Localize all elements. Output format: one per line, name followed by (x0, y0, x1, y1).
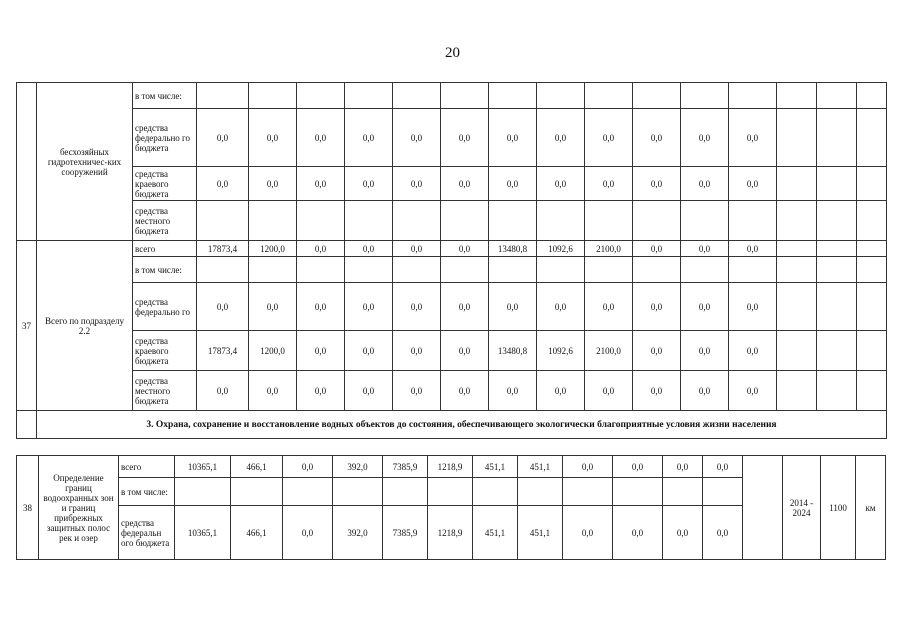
value-cell: 0,0 (633, 331, 681, 371)
table-row (17, 167, 887, 201)
period-cell (777, 331, 817, 371)
item-name-cell: бесхозяйных гидротехничес-ких сооружений (37, 83, 133, 241)
value-cell: 0,0 (441, 167, 489, 201)
table-row (17, 83, 887, 109)
value-cell (537, 257, 585, 283)
value-cell (585, 257, 633, 283)
value-cell: 0,0 (585, 283, 633, 331)
value-cell: 0,0 (681, 167, 729, 201)
value-cell: 0,0 (703, 506, 743, 560)
value-cell (563, 478, 613, 506)
period-cell (777, 241, 817, 257)
unit-cell (857, 109, 887, 167)
unit-cell (857, 201, 887, 241)
value-cell: 13480,8 (489, 331, 537, 371)
value-cell: 0,0 (729, 167, 777, 201)
value-cell: 0,0 (441, 371, 489, 411)
value-cell: 1218,9 (428, 456, 473, 478)
value-cell (633, 201, 681, 241)
value-cell: 0,0 (393, 371, 441, 411)
value-cell: 0,0 (585, 109, 633, 167)
budget-table-lower (16, 455, 886, 560)
value-cell: 0,0 (729, 109, 777, 167)
value-cell (383, 478, 428, 506)
row-number-cell (17, 83, 37, 241)
value-cell: 0,0 (633, 109, 681, 167)
row-number-cell (17, 411, 37, 439)
value-cell: 0,0 (345, 283, 393, 331)
indicator-cell (817, 257, 857, 283)
value-cell: 0,0 (489, 109, 537, 167)
value-cell: 0,0 (441, 283, 489, 331)
value-cell (585, 201, 633, 241)
funding-source-label: в том числе: (133, 83, 197, 109)
value-cell (345, 83, 393, 109)
value-cell: 0,0 (663, 456, 703, 478)
indicator-cell (817, 241, 857, 257)
value-cell: 392,0 (333, 456, 383, 478)
value-cell (231, 478, 283, 506)
value-cell: 13480,8 (489, 241, 537, 257)
value-cell (473, 478, 518, 506)
value-cell (633, 83, 681, 109)
value-cell (441, 201, 489, 241)
funding-source-label: средства федерально го (133, 283, 197, 331)
value-cell: 0,0 (489, 167, 537, 201)
value-cell: 0,0 (729, 241, 777, 257)
value-cell: 0,0 (681, 109, 729, 167)
value-cell: 0,0 (703, 456, 743, 478)
funding-source-label: средства краевого бюджета (133, 167, 197, 201)
funding-source-label: средства краевого бюджета (133, 331, 197, 371)
value-cell: 10365,1 (175, 506, 231, 560)
value-cell: 0,0 (537, 109, 585, 167)
funding-source-label: всего (119, 456, 175, 478)
table-row (17, 371, 887, 411)
table-row (17, 283, 887, 331)
value-cell (681, 257, 729, 283)
value-cell: 0,0 (613, 456, 663, 478)
value-cell: 0,0 (197, 283, 249, 331)
period-cell: 2014 - 2024 (783, 456, 821, 560)
funding-source-label: средства федеральн ого бюджета (119, 506, 175, 560)
value-cell: 0,0 (489, 283, 537, 331)
value-cell (197, 257, 249, 283)
value-cell: 0,0 (489, 371, 537, 411)
value-cell: 0,0 (613, 506, 663, 560)
value-cell: 0,0 (345, 371, 393, 411)
value-cell: 17873,4 (197, 331, 249, 371)
value-cell: 0,0 (537, 371, 585, 411)
value-cell (197, 83, 249, 109)
value-cell: 0,0 (345, 241, 393, 257)
value-cell: 0,0 (393, 109, 441, 167)
row-number-cell: 38 (17, 456, 39, 560)
section-heading: 3. Охрана, сохранение и восстановление водных объектов до состояния, обеспечивающего экологически благоприятные условия жизни населения (37, 411, 887, 439)
value-cell (297, 201, 345, 241)
value-cell: 1200,0 (249, 241, 297, 257)
value-cell (393, 201, 441, 241)
value-cell: 0,0 (197, 371, 249, 411)
value-cell: 392,0 (333, 506, 383, 560)
value-cell: 451,1 (473, 506, 518, 560)
row-number-cell: 37 (17, 241, 37, 411)
value-cell: 0,0 (441, 241, 489, 257)
indicator-cell (817, 201, 857, 241)
value-cell: 0,0 (585, 167, 633, 201)
value-cell (518, 478, 563, 506)
value-cell: 0,0 (441, 109, 489, 167)
value-cell: 0,0 (249, 283, 297, 331)
funding-source-label: всего (133, 241, 197, 257)
value-cell: 0,0 (563, 456, 613, 478)
unit-cell (857, 83, 887, 109)
value-cell: 0,0 (197, 167, 249, 201)
value-cell (703, 478, 743, 506)
value-cell (249, 257, 297, 283)
value-cell: 0,0 (537, 167, 585, 201)
value-cell (175, 478, 231, 506)
value-cell: 0,0 (681, 371, 729, 411)
value-cell: 0,0 (563, 506, 613, 560)
value-cell: 2100,0 (585, 241, 633, 257)
value-cell (729, 83, 777, 109)
value-cell: 2100,0 (585, 331, 633, 371)
empty-cell (743, 456, 783, 560)
value-cell (729, 201, 777, 241)
section-heading-row (17, 411, 887, 439)
value-cell (345, 201, 393, 241)
value-cell: 0,0 (393, 331, 441, 371)
value-cell: 0,0 (633, 371, 681, 411)
value-cell: 0,0 (197, 109, 249, 167)
item-name-cell: Определение границ водоохранных зон и границ прибрежных защитных полос рек и озер (39, 456, 119, 560)
value-cell: 0,0 (537, 283, 585, 331)
value-cell: 0,0 (393, 167, 441, 201)
value-cell: 466,1 (231, 506, 283, 560)
unit-cell (857, 167, 887, 201)
value-cell: 10365,1 (175, 456, 231, 478)
value-cell: 0,0 (663, 506, 703, 560)
indicator-cell (817, 83, 857, 109)
value-cell (489, 201, 537, 241)
value-cell: 1200,0 (249, 331, 297, 371)
table-row (17, 257, 887, 283)
value-cell (489, 83, 537, 109)
period-cell (777, 201, 817, 241)
value-cell (441, 83, 489, 109)
unit-cell (857, 257, 887, 283)
table-row (17, 109, 887, 167)
value-cell: 17873,4 (197, 241, 249, 257)
page-number: 20 (445, 45, 460, 61)
table-row (17, 241, 887, 257)
period-cell (777, 257, 817, 283)
value-cell (489, 257, 537, 283)
value-cell: 0,0 (681, 283, 729, 331)
value-cell: 1092,6 (537, 241, 585, 257)
table-row (17, 331, 887, 371)
indicator-value-cell: 1100 (821, 456, 856, 560)
value-cell (729, 257, 777, 283)
value-cell (613, 478, 663, 506)
budget-table-upper (16, 82, 887, 439)
value-cell: 0,0 (297, 283, 345, 331)
value-cell (345, 257, 393, 283)
value-cell: 0,0 (729, 283, 777, 331)
period-cell (777, 83, 817, 109)
value-cell: 0,0 (283, 506, 333, 560)
value-cell (537, 83, 585, 109)
value-cell: 451,1 (518, 456, 563, 478)
value-cell (428, 478, 473, 506)
value-cell: 1218,9 (428, 506, 473, 560)
value-cell: 0,0 (585, 371, 633, 411)
value-cell (585, 83, 633, 109)
funding-source-label: в том числе: (119, 478, 175, 506)
value-cell (297, 257, 345, 283)
value-cell (249, 201, 297, 241)
unit-cell (857, 241, 887, 257)
value-cell (393, 83, 441, 109)
unit-cell (857, 331, 887, 371)
value-cell: 0,0 (249, 167, 297, 201)
value-cell: 0,0 (249, 109, 297, 167)
indicator-cell (817, 283, 857, 331)
value-cell (283, 478, 333, 506)
value-cell: 0,0 (297, 167, 345, 201)
value-cell: 1092,6 (537, 331, 585, 371)
value-cell: 0,0 (297, 371, 345, 411)
period-cell (777, 167, 817, 201)
value-cell (537, 201, 585, 241)
value-cell (249, 83, 297, 109)
value-cell (297, 83, 345, 109)
value-cell (681, 201, 729, 241)
value-cell: 0,0 (345, 109, 393, 167)
value-cell: 0,0 (633, 241, 681, 257)
value-cell: 0,0 (633, 283, 681, 331)
value-cell: 0,0 (297, 109, 345, 167)
table-row (17, 201, 887, 241)
value-cell (441, 257, 489, 283)
value-cell (197, 201, 249, 241)
period-cell (777, 283, 817, 331)
value-cell: 0,0 (729, 371, 777, 411)
value-cell (681, 83, 729, 109)
value-cell: 466,1 (231, 456, 283, 478)
value-cell: 0,0 (297, 241, 345, 257)
value-cell: 0,0 (249, 371, 297, 411)
indicator-cell (817, 331, 857, 371)
indicator-cell (817, 109, 857, 167)
value-cell: 0,0 (393, 241, 441, 257)
value-cell: 0,0 (729, 331, 777, 371)
funding-source-label: в том числе: (133, 257, 197, 283)
item-name-cell: Всего по подразделу 2.2 (37, 241, 133, 411)
period-cell (777, 371, 817, 411)
value-cell: 0,0 (345, 331, 393, 371)
indicator-cell (817, 371, 857, 411)
funding-source-label: средства местного бюджета (133, 371, 197, 411)
value-cell: 0,0 (297, 331, 345, 371)
value-cell: 0,0 (441, 331, 489, 371)
indicator-cell (817, 167, 857, 201)
value-cell (633, 257, 681, 283)
value-cell: 0,0 (393, 283, 441, 331)
value-cell: 0,0 (633, 167, 681, 201)
table-row (17, 456, 886, 478)
unit-cell (857, 283, 887, 331)
value-cell (663, 478, 703, 506)
value-cell: 0,0 (681, 241, 729, 257)
unit-cell: км (856, 456, 886, 560)
value-cell: 0,0 (681, 331, 729, 371)
value-cell: 0,0 (345, 167, 393, 201)
value-cell (393, 257, 441, 283)
funding-source-label: средства местного бюджета (133, 201, 197, 241)
value-cell: 451,1 (473, 456, 518, 478)
funding-source-label: средства федерально го бюджета (133, 109, 197, 167)
value-cell: 0,0 (283, 456, 333, 478)
value-cell: 7385,9 (383, 456, 428, 478)
period-cell (777, 109, 817, 167)
value-cell: 451,1 (518, 506, 563, 560)
unit-cell (857, 371, 887, 411)
value-cell: 7385,9 (383, 506, 428, 560)
value-cell (333, 478, 383, 506)
